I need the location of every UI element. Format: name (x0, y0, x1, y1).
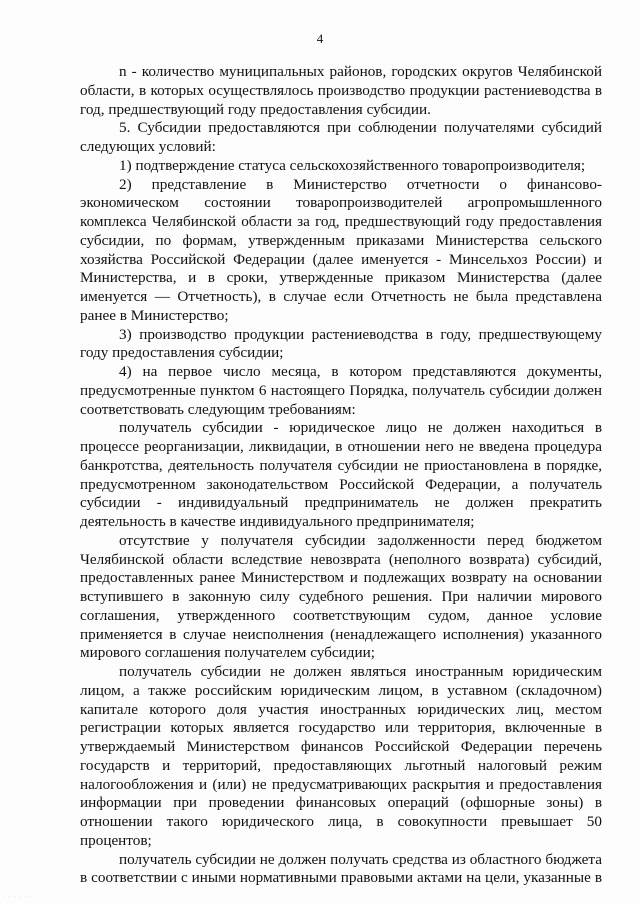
paragraph-condition-4: 4) на первое число месяца, в котором представляются документы, предусмотренные пунктом 6 настоящего Порядка, получатель субсидии должен соответствовать следующим требованиям: (80, 363, 602, 418)
paragraph-requirement-debt: отсутствие у получателя субсидии задолженности перед бюджетом Челябинской области вследствие невозврата (неполного возврата) субсидий, предоставленных ранее Министерством и подлежащих возврату на основании вступившего в законную силу судебного решения. При наличии мирового соглашения, утвержденного соответствующим судом, данное условие применяется в случае неисполнения (ненадлежащего исполнения) указанного мирового соглашения получателем субсидии; (80, 531, 602, 662)
paragraph-condition-1: 1) подтверждение статуса сельскохозяйственного товаропроизводителя; (119, 156, 586, 174)
footer-mark: · · · · · · (4, 894, 33, 900)
paragraph-requirement-reorganization: получатель субсидии - юридическое лицо не должен находиться в процессе реорганизации, ликвидации, в отношении него не введена процедура банкротства, деятельность получателя субсидии не приостановлена в порядке, предусмотренном законодательством Российской Федерации, а получатель субсидии - индивидуальный предприниматель не должен прекратить деятельность в качестве индивидуального предпринимателя; (80, 419, 602, 530)
paragraph-requirement-foreign-entity: получатель субсидии не должен являться иностранным юридическим лицом, а также российским юридическим лицом, в уставном (складочном) капитале которого доля участия иностранных юридических лиц, местом регистрации которых является государство или территория, включенные в утверждаемый Министерством финансов Российской Федерации перечень государств и территорий, предоставляющих льготный налоговый режим налогообложения и (или) не предусматривающих раскрытия и предоставления информации при проведении финансовых операций (офшорные зоны) в отношении такого юридического лица, в совокупности превышает 50 процентов; (80, 663, 602, 849)
paragraph-n-definition: n - количество муниципальных районов, городских округов Челябинской области, в которых осуществлялось производство продукции растениеводства в год, предшествующий году предоставления субсидии. (80, 63, 602, 118)
paragraph-condition-3: 3) производство продукции растениеводства в году, предшествующему году предоставления субсидии; (80, 325, 602, 362)
paragraph-requirement-other-funds: получатель субсидии не должен получать средства из областного бюджета в соответствии с иными нормативными правовыми актами на цели, указанные в (80, 850, 602, 887)
paragraph-clause-5: 5. Субсидии предоставляются при соблюдении получателями субсидий следующих условий: (80, 119, 602, 155)
document-body (80, 63, 602, 888)
page-number: 4 (316, 31, 324, 46)
paragraph-condition-2: 2) представление в Министерство отчетности о финансово-экономическом состоянии товаропроизводителей агропромышленного комплекса Челябинской области за год, предшествующий году предоставления субсидии, по формам, утвержденным приказами Министерства сельского хозяйства Российской Федерации (далее именуется - Минсельхоз России) и Министерства, и в сроки, утвержденные приказом Министерства (далее именуется — Отчетность), в случае если Отчетность не была представлена ранее в Министерство; (80, 175, 602, 324)
